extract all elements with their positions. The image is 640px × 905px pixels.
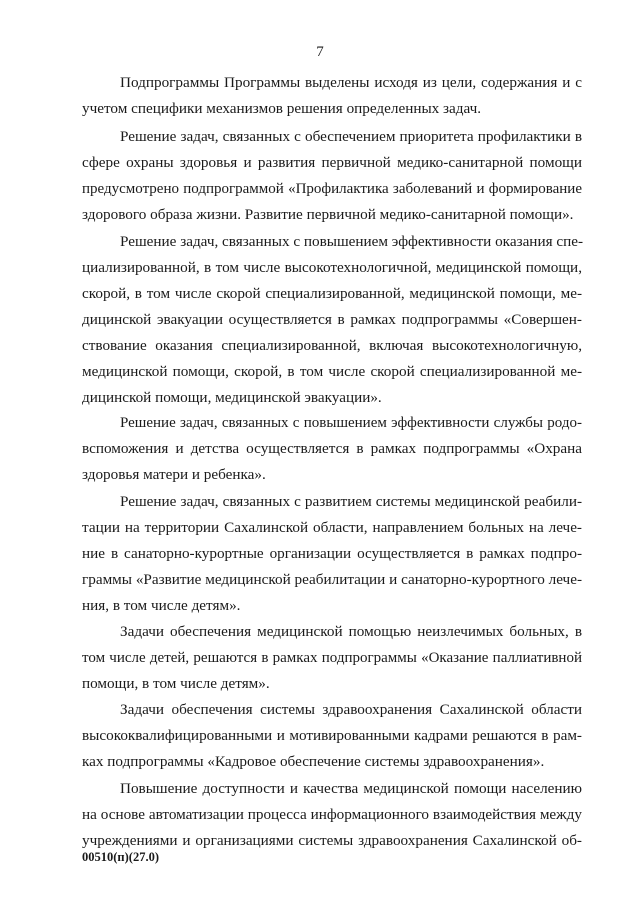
text-line: дицинской помощи, медицинской эвакуации». — [82, 389, 382, 406]
text-line: Задачи обеспечения медицинской помощью неизлечимых больных, в — [120, 623, 582, 640]
text-line: дицинской эвакуации осуществляется в рамках подпрограммы «Совершен- — [82, 311, 582, 328]
text-line: циализированной, в том числе высокотехнологичной, медицинской помощи, — [82, 259, 582, 276]
text-line: здорового образа жизни. Развитие первичной медико-санитарной помощи». — [82, 206, 574, 223]
text-line: вспоможения и детства осуществляется в рамках подпрограммы «Охрана — [82, 440, 582, 457]
text-line: Задачи обеспечения системы здравоохранения Сахалинской области — [120, 701, 582, 718]
text-line: тации на территории Сахалинской области, направлением больных на лече- — [82, 519, 582, 536]
page-number: 7 — [316, 44, 324, 60]
text-line: ках подпрограммы «Кадровое обеспечение системы здравоохранения». — [82, 753, 545, 770]
text-line: Подпрограммы Программы выделены исходя из цели, содержания и с — [120, 74, 582, 91]
text-line: медицинской помощи, скорой, в том числе скорой специализированной ме- — [82, 363, 582, 380]
text-line: учетом специфики механизмов решения определенных задач. — [82, 100, 482, 117]
text-line: скорой, в том числе скорой специализированной, медицинской помощи, ме- — [82, 285, 582, 302]
text-line: ния, в том числе детям». — [82, 597, 241, 614]
text-line: Решение задач, связанных с повышением эффективности оказания спе- — [120, 233, 584, 250]
text-line: том числе детей, решаются в рамках подпрограммы «Оказание паллиативной — [82, 650, 582, 666]
text-line: Повышение доступности и качества медицинской помощи населению — [120, 780, 582, 797]
document-code: 00510(п)(27.0) — [82, 850, 159, 864]
text-line: здоровья матери и ребенка». — [82, 466, 266, 483]
text-line: ствование оказания специализированной, включая высокотехнологичную, — [82, 337, 582, 354]
text-line: Решение задач, связанных с обеспечением приоритета профилактики в — [120, 128, 582, 145]
text-line: высококвалифицированными и мотивированными кадрами решаются в рам- — [82, 727, 582, 744]
text-line: граммы «Развитие медицинской реабилитации и санаторно-курортного лече- — [82, 571, 582, 588]
text-line: учреждениями и организациями системы здравоохранения Сахалинской об- — [82, 832, 582, 849]
text-line: Решение задач, связанных с повышением эффективности службы родо- — [120, 415, 582, 431]
text-line: ние в санаторно-курортные организации осуществляется в рамках подпро- — [82, 545, 582, 562]
text-line: Решение задач, связанных с развитием системы медицинской реабили- — [120, 493, 582, 510]
text-line: на основе автоматизации процесса информационного взаимодействия между — [82, 806, 582, 823]
text-line: предусмотрено подпрограммой «Профилактика заболеваний и формирование — [82, 181, 582, 197]
text-line: помощи, в том числе детям». — [82, 675, 270, 692]
text-line: сфере охраны здоровья и развития первичной медико-санитарной помощи — [82, 154, 582, 171]
